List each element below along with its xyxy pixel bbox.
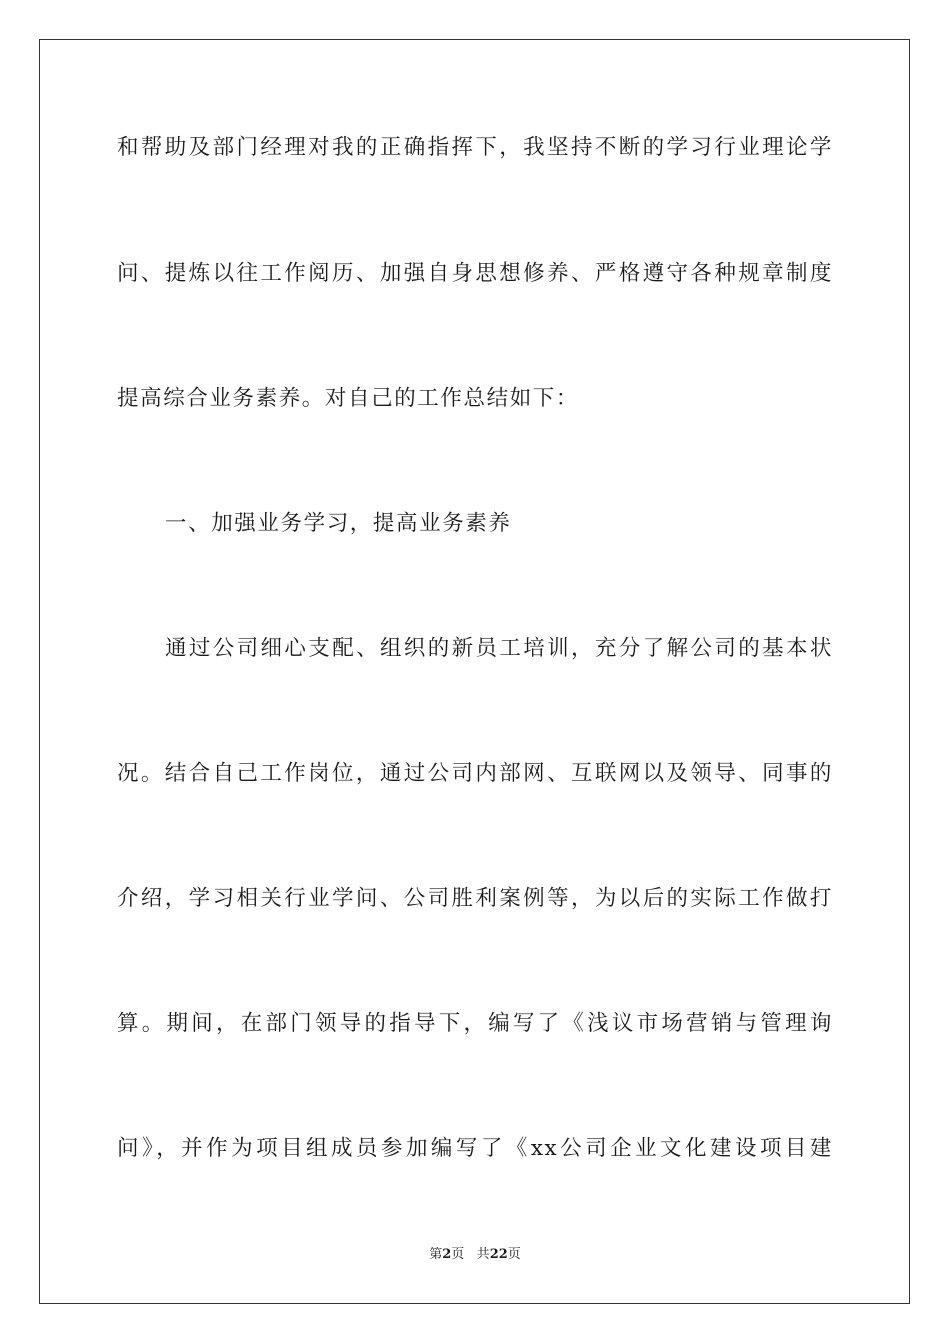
footer-page-prefix: 第 — [429, 1247, 443, 1262]
body-line-7: 算。期间，在部门领导的指导下，编写了《浅议市场营销与管理询 — [117, 1011, 833, 1036]
body-line-1: 和帮助及部门经理对我的正确指挥下，我坚持不断的学习行业理论学 — [117, 135, 833, 160]
section-heading: 一、加强业务学习，提高业务素养 — [165, 511, 512, 536]
body-line-8: 问》，并作为项目组成员参加编写了《xx公司企业文化建设项目建 — [117, 1136, 833, 1161]
body-line-3: 提高综合业务素养。对自己的工作总结如下： — [117, 386, 580, 411]
footer-page-suffix: 页 — [451, 1247, 465, 1262]
footer-total-prefix: 共 — [476, 1247, 490, 1262]
body-line-2: 问、提炼以往工作阅历、加强自身思想修养、严格遵守各种规章制度 — [117, 261, 833, 286]
body-line-6: 介绍，学习相关行业学问、公司胜利案例等，为以后的实际工作做打 — [117, 886, 833, 911]
body-line-5: 况。结合自己工作岗位，通过公司内部网、互联网以及领导、同事的 — [117, 761, 833, 786]
page-footer — [0, 1246, 950, 1264]
footer-page-number: 2 — [442, 1247, 452, 1262]
footer-total-suffix: 页 — [507, 1247, 521, 1262]
footer-total-pages: 22 — [489, 1247, 508, 1262]
body-line-4: 通过公司细心支配、组织的新员工培训，充分了解公司的基本状 — [165, 636, 833, 661]
page-border — [39, 39, 910, 1304]
